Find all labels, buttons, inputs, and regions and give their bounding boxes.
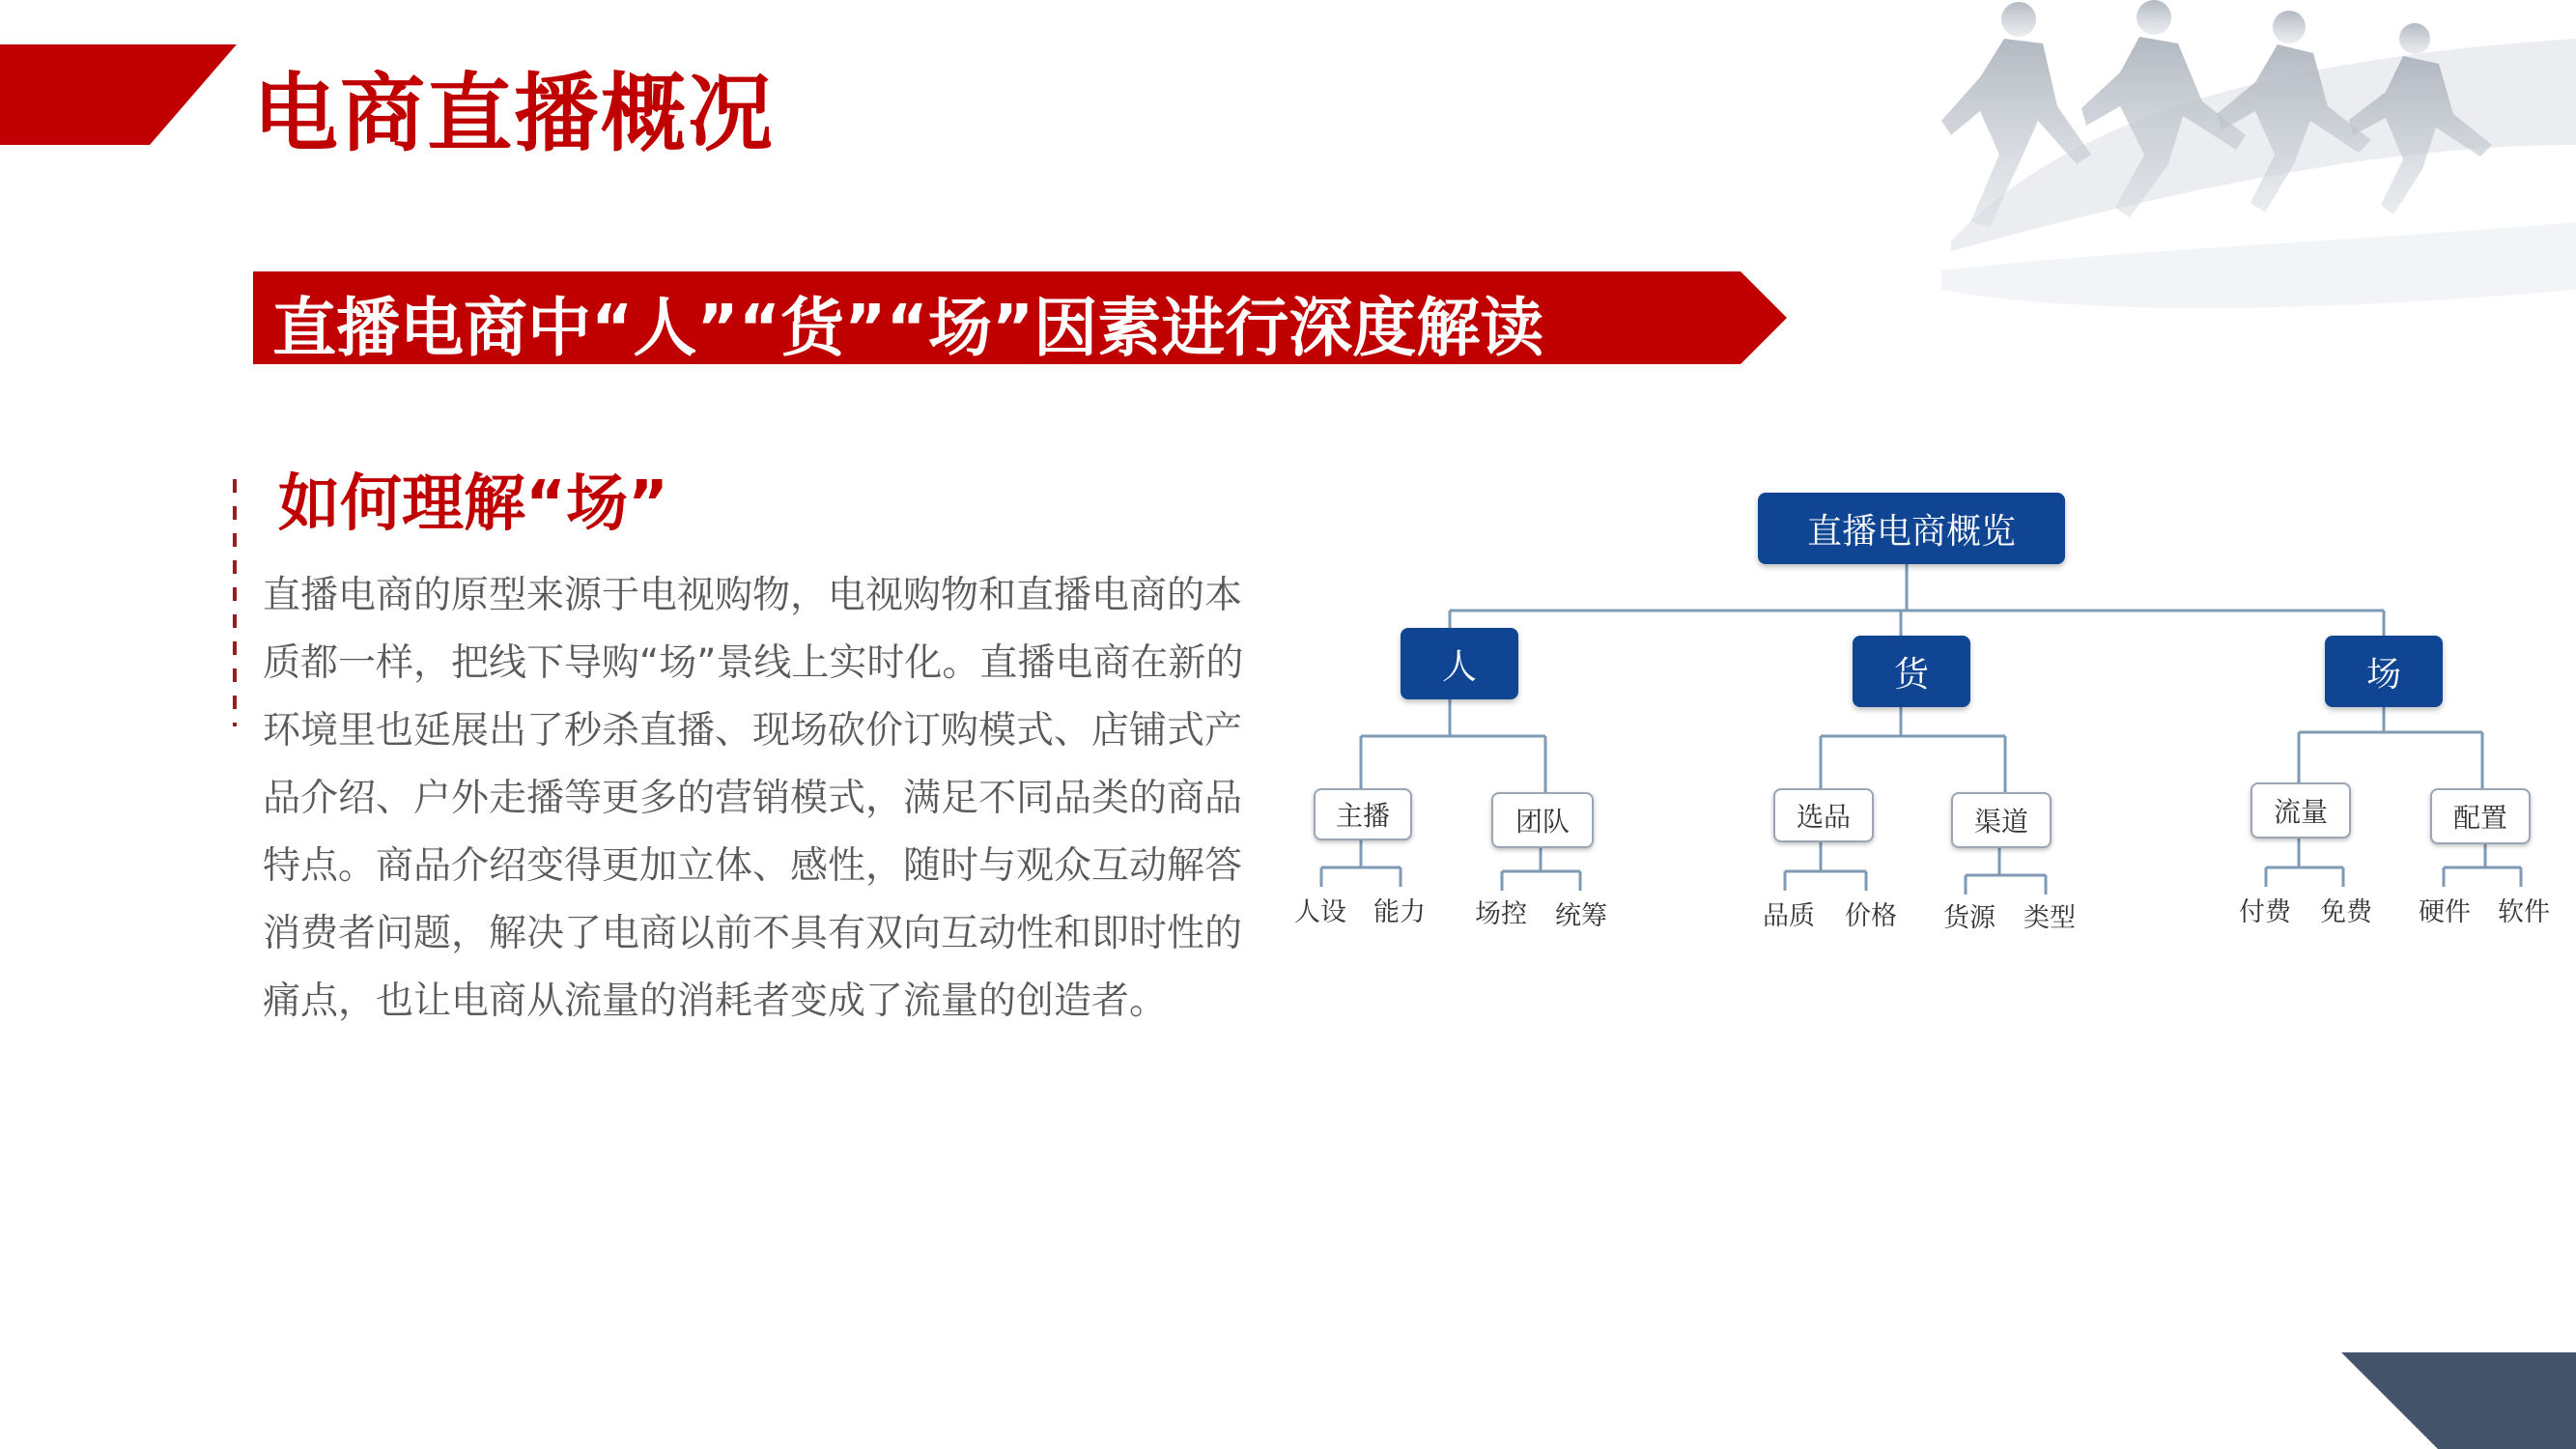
diagram-node-zhubo: 主播 xyxy=(1314,788,1412,840)
diagram-leaf: 软件 xyxy=(2498,897,2550,927)
diagram-node-peizhi: 配置 xyxy=(2430,788,2531,844)
header-accent-shape xyxy=(0,44,237,145)
diagram-leaf: 场控 xyxy=(1475,899,1527,929)
diagram-node-tuandui: 团队 xyxy=(1491,792,1594,848)
diagram-leaf: 人设 xyxy=(1294,897,1346,927)
diagram-leaf: 能力 xyxy=(1373,897,1426,927)
diagram-leaf: 统筹 xyxy=(1555,901,1607,931)
diagram-leaf: 品质 xyxy=(1763,901,1815,931)
section-title: 如何理解“场” xyxy=(278,469,669,540)
diagram-root-node: 直播电商概览 xyxy=(1758,493,2065,564)
diagram-node-qudao: 渠道 xyxy=(1951,792,2052,848)
dashed-divider xyxy=(230,479,240,726)
banner-heading: 直播电商中“人”“货”“场”因素进行深度解读 xyxy=(272,291,1544,365)
diagram-node-huo: 货 xyxy=(1853,636,1970,707)
diagram-leaf: 价格 xyxy=(1845,901,1897,931)
diagram-node-xuanpin: 选品 xyxy=(1773,788,1874,842)
runners-decoration xyxy=(1912,0,2576,377)
diagram-leaf: 类型 xyxy=(2024,903,2076,933)
diagram-node-liuliang: 流量 xyxy=(2250,782,2351,838)
diagram-node-ren: 人 xyxy=(1401,628,1518,699)
diagram-leaf: 硬件 xyxy=(2419,897,2471,927)
corner-accent-shape xyxy=(2341,1352,2576,1449)
diagram-leaf: 付费 xyxy=(2239,897,2291,927)
body-paragraph: 直播电商的原型来源于电视购物，电视购物和直播电商的本质都一样，把线下导购“场”景线上实时化。直播电商在新的环境里也延展出了秒杀直播、现场砍价订购模式、店铺式产品介绍、户外走播等更多的营销模式，满足不同品类的商品特点。商品介绍变得更加立体、感性，随时与观众互动解答消费者问题，解决了电商以前不具有双向互动性和即时性的痛点，也让电商从流量的消耗者变成了流量的创造者。 xyxy=(263,574,1244,1023)
diagram-leaf: 免费 xyxy=(2320,897,2372,927)
diagram-node-chang: 场 xyxy=(2325,636,2443,707)
page-title: 电商直播概况 xyxy=(253,64,776,163)
diagram-leaf: 货源 xyxy=(1943,903,1996,933)
